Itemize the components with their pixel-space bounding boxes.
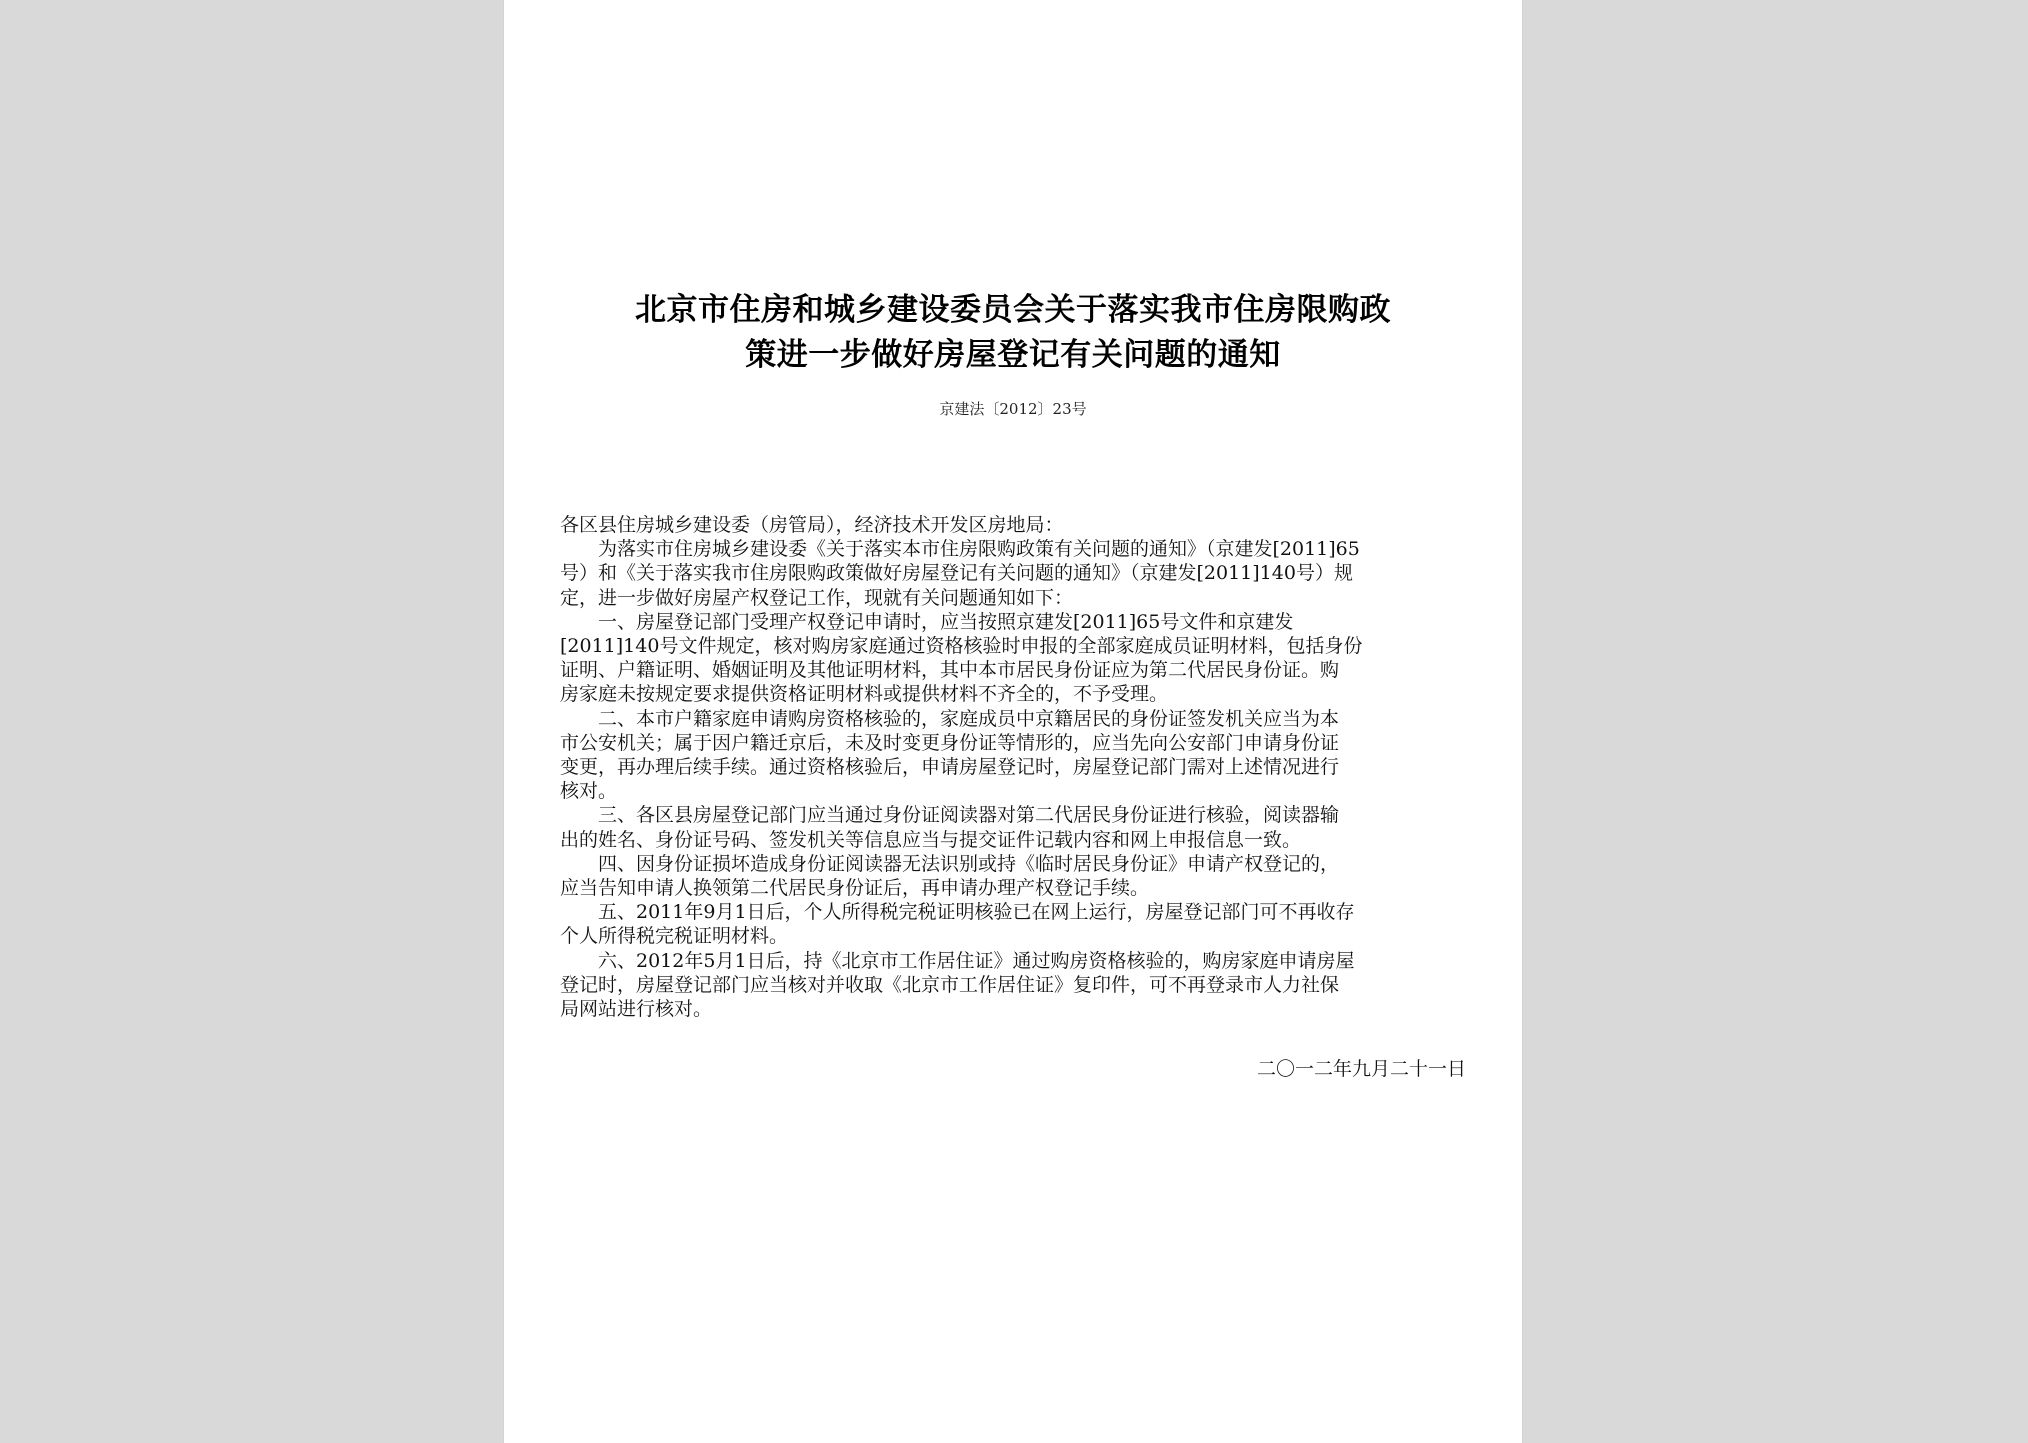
document-body	[560, 513, 1470, 1021]
body-line: 个人所得税完税证明材料。	[560, 925, 789, 948]
title-line-1: 北京市住房和城乡建设委员会关于落实我市住房限购政	[635, 292, 1391, 328]
body-line: 变更，再办理后续手续。通过资格核验后，申请房屋登记时，房屋登记部门需对上述情况进行	[560, 756, 1340, 779]
body-line: 应当告知申请人换领第二代居民身份证后，再申请办理产权登记手续。	[560, 877, 1150, 900]
body-line: 五、2011年9月1日后，个人所得税完税证明核验已在网上运行，房屋登记部门可不再收存	[598, 901, 1355, 924]
body-line: 登记时，房屋登记部门应当核对并收取《北京市工作居住证》复印件，可不再登录市人力社保	[560, 973, 1340, 996]
body-line: 出的姓名、身份证号码、签发机关等信息应当与提交证件记载内容和网上申报信息一致。	[560, 828, 1302, 851]
body-line: 为落实市住房城乡建设委《关于落实本市住房限购政策有关问题的通知》（京建发[2011]65	[598, 538, 1360, 561]
body-line: 局网站进行核对。	[560, 998, 713, 1021]
body-line: 定，进一步做好房屋产权登记工作，现就有关问题通知如下：	[560, 586, 1074, 609]
body-line: 一、房屋登记部门受理产权登记申请时，应当按照京建发[2011]65号文件和京建发	[598, 610, 1294, 633]
document-date: 二〇一二年九月二十一日	[1256, 1058, 1466, 1080]
body-line: 三、各区县房屋登记部门应当通过身份证阅读器对第二代居民身份证进行核验，阅读器输	[598, 804, 1340, 827]
body-line: [2011]140号文件规定，核对购房家庭通过资格核验时申报的全部家庭成员证明材料，包括身份	[560, 635, 1363, 658]
body-line: 市公安机关；属于因户籍迁京后，未及时变更身份证等情形的，应当先向公安部门申请身份证	[560, 731, 1340, 754]
body-line: 证明、户籍证明、婚姻证明及其他证明材料，其中本市居民身份证应为第二代居民身份证。购	[560, 659, 1340, 682]
body-line: 各区县住房城乡建设委（房管局），经济技术开发区房地局：	[560, 514, 1064, 536]
body-line: 房家庭未按规定要求提供资格证明材料或提供材料不齐全的，不予受理。	[560, 683, 1169, 706]
body-line: 六、2012年5月1日后，持《北京市工作居住证》通过购房资格核验的，购房家庭申请房屋	[598, 949, 1355, 972]
body-line: 号）和《关于落实我市住房限购政策做好房屋登记有关问题的通知》（京建发[2011]140号）规	[560, 562, 1353, 585]
document-page	[504, 0, 1522, 1443]
title-line-2: 策进一步做好房屋登记有关问题的通知	[745, 337, 1281, 373]
body-line: 核对。	[560, 780, 618, 803]
body-line: 二、本市户籍家庭申请购房资格核验的，家庭成员中京籍居民的身份证签发机关应当为本	[598, 707, 1340, 730]
document-title	[554, 288, 1472, 378]
document-number: 京建法〔2012〕23号	[939, 400, 1087, 418]
body-line: 四、因身份证损坏造成身份证阅读器无法识别或持《临时居民身份证》申请产权登记的，	[598, 852, 1340, 875]
